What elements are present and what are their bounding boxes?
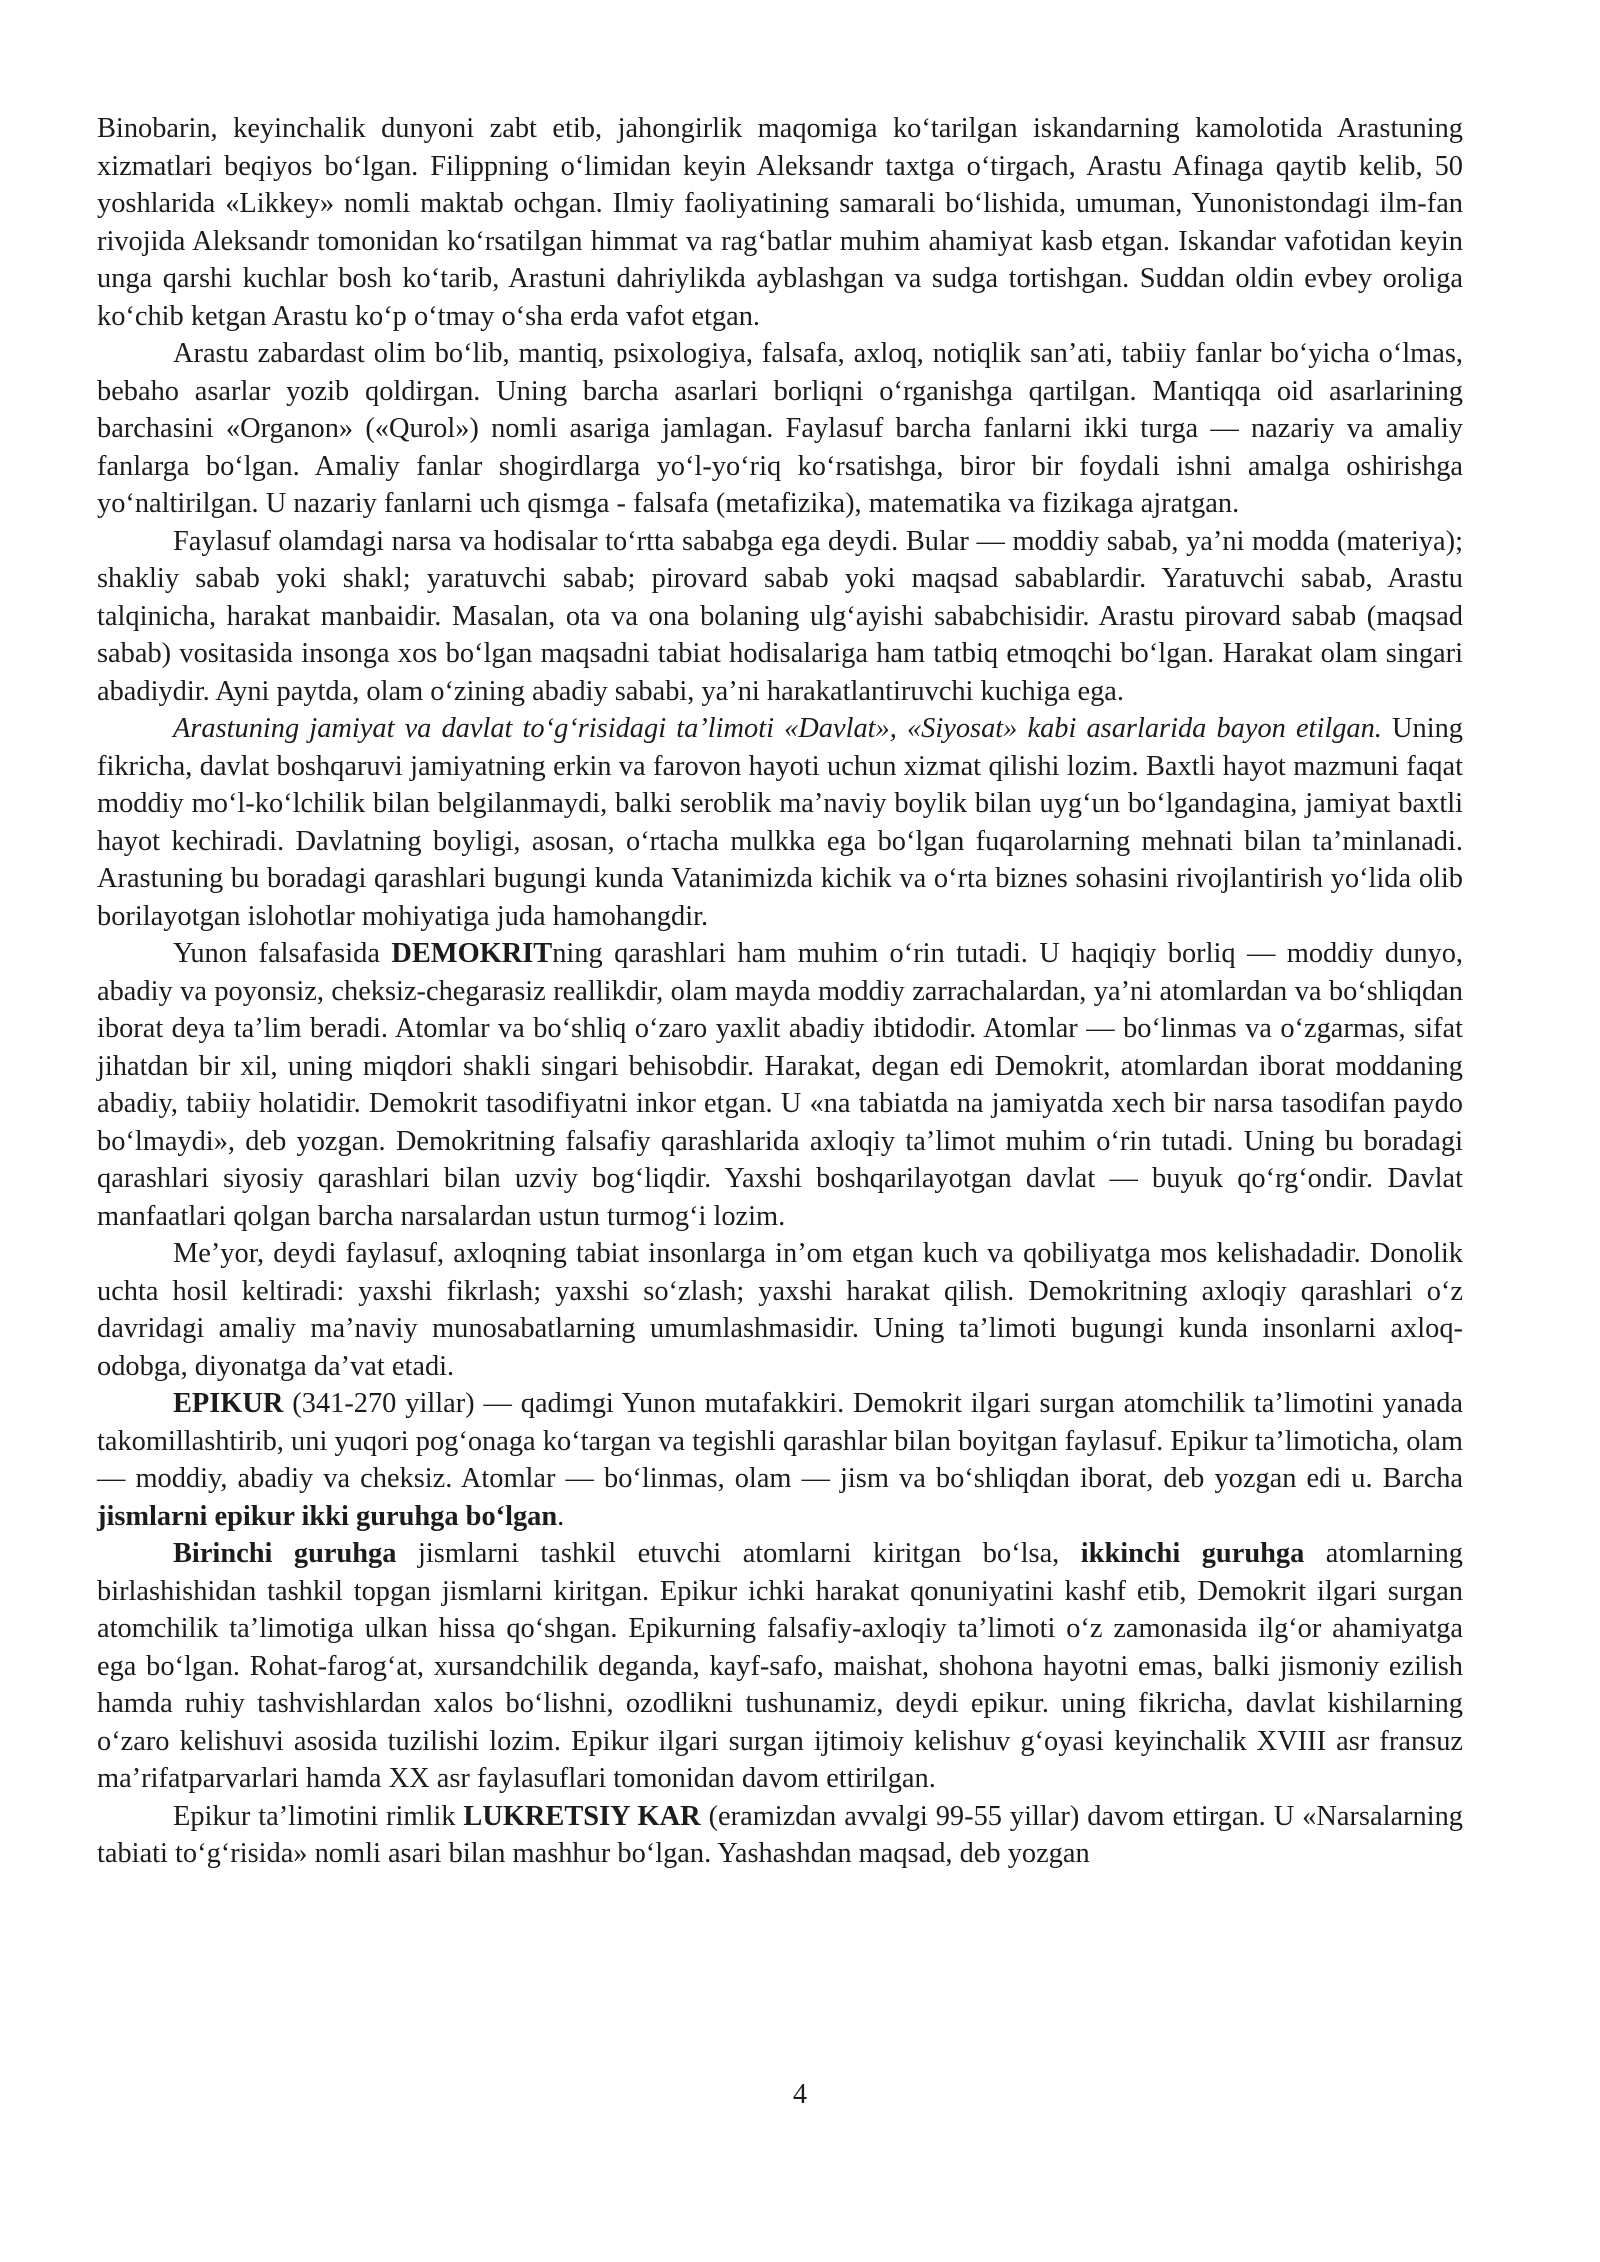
text-run: (341-270 yillar) — qadimgi Yunon mutafakkiri. Demokrit ilgari surgan atomchilik ta’limotini yanada takomillashtirib, uni yuqori pogʻonaga koʻtargan va tegishli qarashlar bilan boyitgan faylasuf. Epikur ta’limoticha, olam — moddiy, abadiy va cheksiz. Atomlar — boʻlinmas, olam — jism va boʻshliqdan iborat, deb yozgan edi u. Barcha [97, 1388, 1463, 1494]
paragraph [97, 1235, 1463, 1385]
bold-text: DEMOKRIT [391, 938, 553, 969]
bold-text: jismlarni epikur ikki guruhga boʻlgan [97, 1500, 558, 1532]
paragraph [97, 935, 1463, 1235]
text-run: Binobarin, keyinchalik dunyoni zabt etib, jahongirlik maqomiga koʻtarilgan iskandarning kamolotida Arastuning xizmatlari beqiyos boʻlgan. Filippning oʻlimidan keyin Aleksandr taxtga oʻtirgach, Arastu Afinaga qaytib kelib, 50 yoshlarida «Likkey» nomli maktab ochgan. Ilmiy faoliyatining samarali boʻlishida, umuman, Yunonistondagi ilm-fan rivojida Aleksandr tomonidan koʻrsatilgan himmat va ragʻbatlar muhim ahamiyat kasb etgan. Iskandar vafotidan keyin unga qarshi kuchlar bosh koʻtarib, Arastuni dahriylikda ayblashgan va sudga tortishgan. Suddan oldin evbey oroliga koʻchib ketgan Arastu koʻp oʻtmay oʻsha erda vafot etgan. [97, 113, 1463, 332]
text-run: (eramizdan avvalgi 99-55 yillar) davom ettirgan. U «Narsalarning tabiati toʻgʻrisida» nomli asari bilan mashhur boʻlgan. Yashashdan maqsad, deb yozgan [97, 1800, 1463, 1869]
text-run: Yunon falsafasida [173, 938, 392, 969]
document-body [97, 110, 1463, 1873]
bold-text: ikkinchi guruhga [1080, 1538, 1305, 1569]
text-run: Epikur ta’limotini rimlik [173, 1800, 464, 1832]
paragraph [97, 1535, 1463, 1798]
italic-text: Arastuning jamiyat va davlat toʻgʻrisidagi ta’limoti «Davlat», «Siyosat» kabi asarlarida bayon etilgan. [173, 713, 1382, 744]
text-run: . [557, 1500, 565, 1532]
paragraph [97, 710, 1463, 935]
bold-text: Birinchi guruhga [173, 1538, 397, 1569]
text-run: ning qarashlari ham muhim oʻrin tutadi. U haqiqiy borliq — moddiy dunyo, abadiy va poyonsiz, cheksiz-chegarasiz reallikdir, olam mayda moddiy zarrachalardan, ya’ni atomlardan va boʻshliqdan iborat deya ta’lim beradi. Atomlar va boʻshliq oʻzaro yaxlit abadiy ibtidodir. Atomlar — boʻlinmas va oʻzgarmas, sifat jihatdan bir xil, uning miqdori shakli singari behisobdir. Harakat, degan edi Demokrit, atomlardan iborat moddaning abadiy, tabiiy holatidir. Demokrit tasodifiyatni inkor etgan. U «na tabiatda na jamiyatda xech bir narsa tasodifan paydo boʻlmaydi», deb yozgan. Demokritning falsafiy qarashlarida axloqiy ta’limot muhim oʻrin tutadi. Uning bu boradagi qarashlari siyosiy qarashlari bilan uzviy bogʻliqdir. Yaxshi boshqarilayotgan davlat — buyuk qoʻrgʻondir. Davlat manfaatlari qolgan barcha narsalardan ustun turmogʻi lozim. [97, 938, 1463, 1232]
text-run: atomlarning birlashishidan tashkil topgan jismlarni kiritgan. Epikur ichki harakat qonuniyatini kashf etib, Demokrit ilgari surgan atomchilik ta’limotiga ulkan hissa qoʻshgan. Epikurning falsafiy-axloqiy ta’limoti oʻz zamonasida ilgʻor ahamiyatga ega boʻlgan. Rohat-farogʻat, xursandchilik deganda, kayf-safo, maishat, shohona hayotni emas, balki jismoniy ezilish hamda ruhiy tashvishlardan xalos boʻlishni, ozodlikni tushunamiz, deydi epikur. uning fikricha, davlat kishilarning oʻzaro kelishuvi asosida tuzilishi lozim. Epikur ilgari surgan ijtimoiy kelishuv gʻoyasi keyinchalik XVIII asr fransuz ma’rifatparvarlari hamda XX asr faylasuflari tomonidan davom ettirilgan. [97, 1538, 1463, 1794]
bold-text: EPIKUR [173, 1388, 284, 1419]
paragraph [97, 110, 1463, 335]
paragraph [97, 523, 1463, 711]
paragraph [97, 1385, 1463, 1535]
text-run: Arastu zabardast olim boʻlib, mantiq, psixologiya, falsafa, axloq, notiqlik san’ati, tabiiy fanlar boʻyicha oʻlmas, bebaho asarlar yozib qoldirgan. Uning barcha asarlari borliqni oʻrganishga qartilgan. Mantiqqa oid asarlarining barchasini «Organon» («Qurol») nomli asariga jamlagan. Faylasuf barcha fanlarni ikki turga — nazariy va amaliy fanlarga boʻlgan. Amaliy fanlar shogirdlarga yoʻl-yoʻriq koʻrsatishga, biror bir foydali ishni amalga oshirishga yoʻnaltirilgan. U nazariy fanlarni uch qismga - falsafa (metafizika), matematika va fizikaga ajratgan. [97, 338, 1463, 519]
text-run: jismlarni tashkil etuvchi atomlarni kiritgan boʻlsa, [396, 1538, 1081, 1569]
paragraph [97, 335, 1463, 523]
text-run: Faylasuf olamdagi narsa va hodisalar toʻrtta sababga ega deydi. Bular — moddiy sabab, ya’ni modda (materiya); shakliy sabab yoki shakl; yaratuvchi sabab; pirovard sabab yoki maqsad sabablardir. Yaratuvchi sabab, Arastu talqinicha, harakat manbaidir. Masalan, ota va ona bolaning ulgʻayishi sababchisidir. Arastu pirovard sabab (maqsad sabab) vositasida insonga xos boʻlgan maqsadni tabiat hodisalariga ham tatbiq etmoqchi boʻlgan. Harakat olam singari abadiydir. Ayni paytda, olam oʻzining abadiy sababi, ya’ni harakatlantiruvchi kuchiga ega. [97, 525, 1463, 707]
page-number: 4 [792, 2079, 808, 2110]
text-run: Uning fikricha, davlat boshqaruvi jamiyatning erkin va farovon hayoti uchun xizmat qilishi lozim. Baxtli hayot mazmuni faqat moddiy moʻl-koʻlchilik bilan belgilanmaydi, balki seroblik ma’naviy boylik bilan uygʻun boʻlgandagina, jamiyat baxtli hayot kechiradi. Davlatning boyligi, asosan, oʻrtacha mulkka ega boʻlgan fuqarolarning mehnati bilan ta’minlanadi. Arastuning bu boradagi qarashlari bugungi kunda Vatanimizda kichik va oʻrta biznes sohasini rivojlantirish yoʻlida olib borilayotgan islohotlar mohiyatiga juda hamohangdir. [97, 713, 1463, 932]
text-run: Me’yor, deydi faylasuf, axloqning tabiat insonlarga in’om etgan kuch va qobiliyatga mos kelishadadir. Donolik uchta hosil keltiradi: yaxshi fikrlash; yaxshi soʻzlash; yaxshi harakat qilish. Demokritning axloqiy qarashlari oʻz davridagi amaliy ma’naviy munosabatlarning umumlashmasidir. Uning ta’limoti bugungi kunda insonlarni axloq-odobga, diyonatga da’vat etadi. [97, 1238, 1463, 1382]
bold-text: LUKRETSIY KAR [463, 1800, 701, 1832]
paragraph [97, 1798, 1463, 1873]
